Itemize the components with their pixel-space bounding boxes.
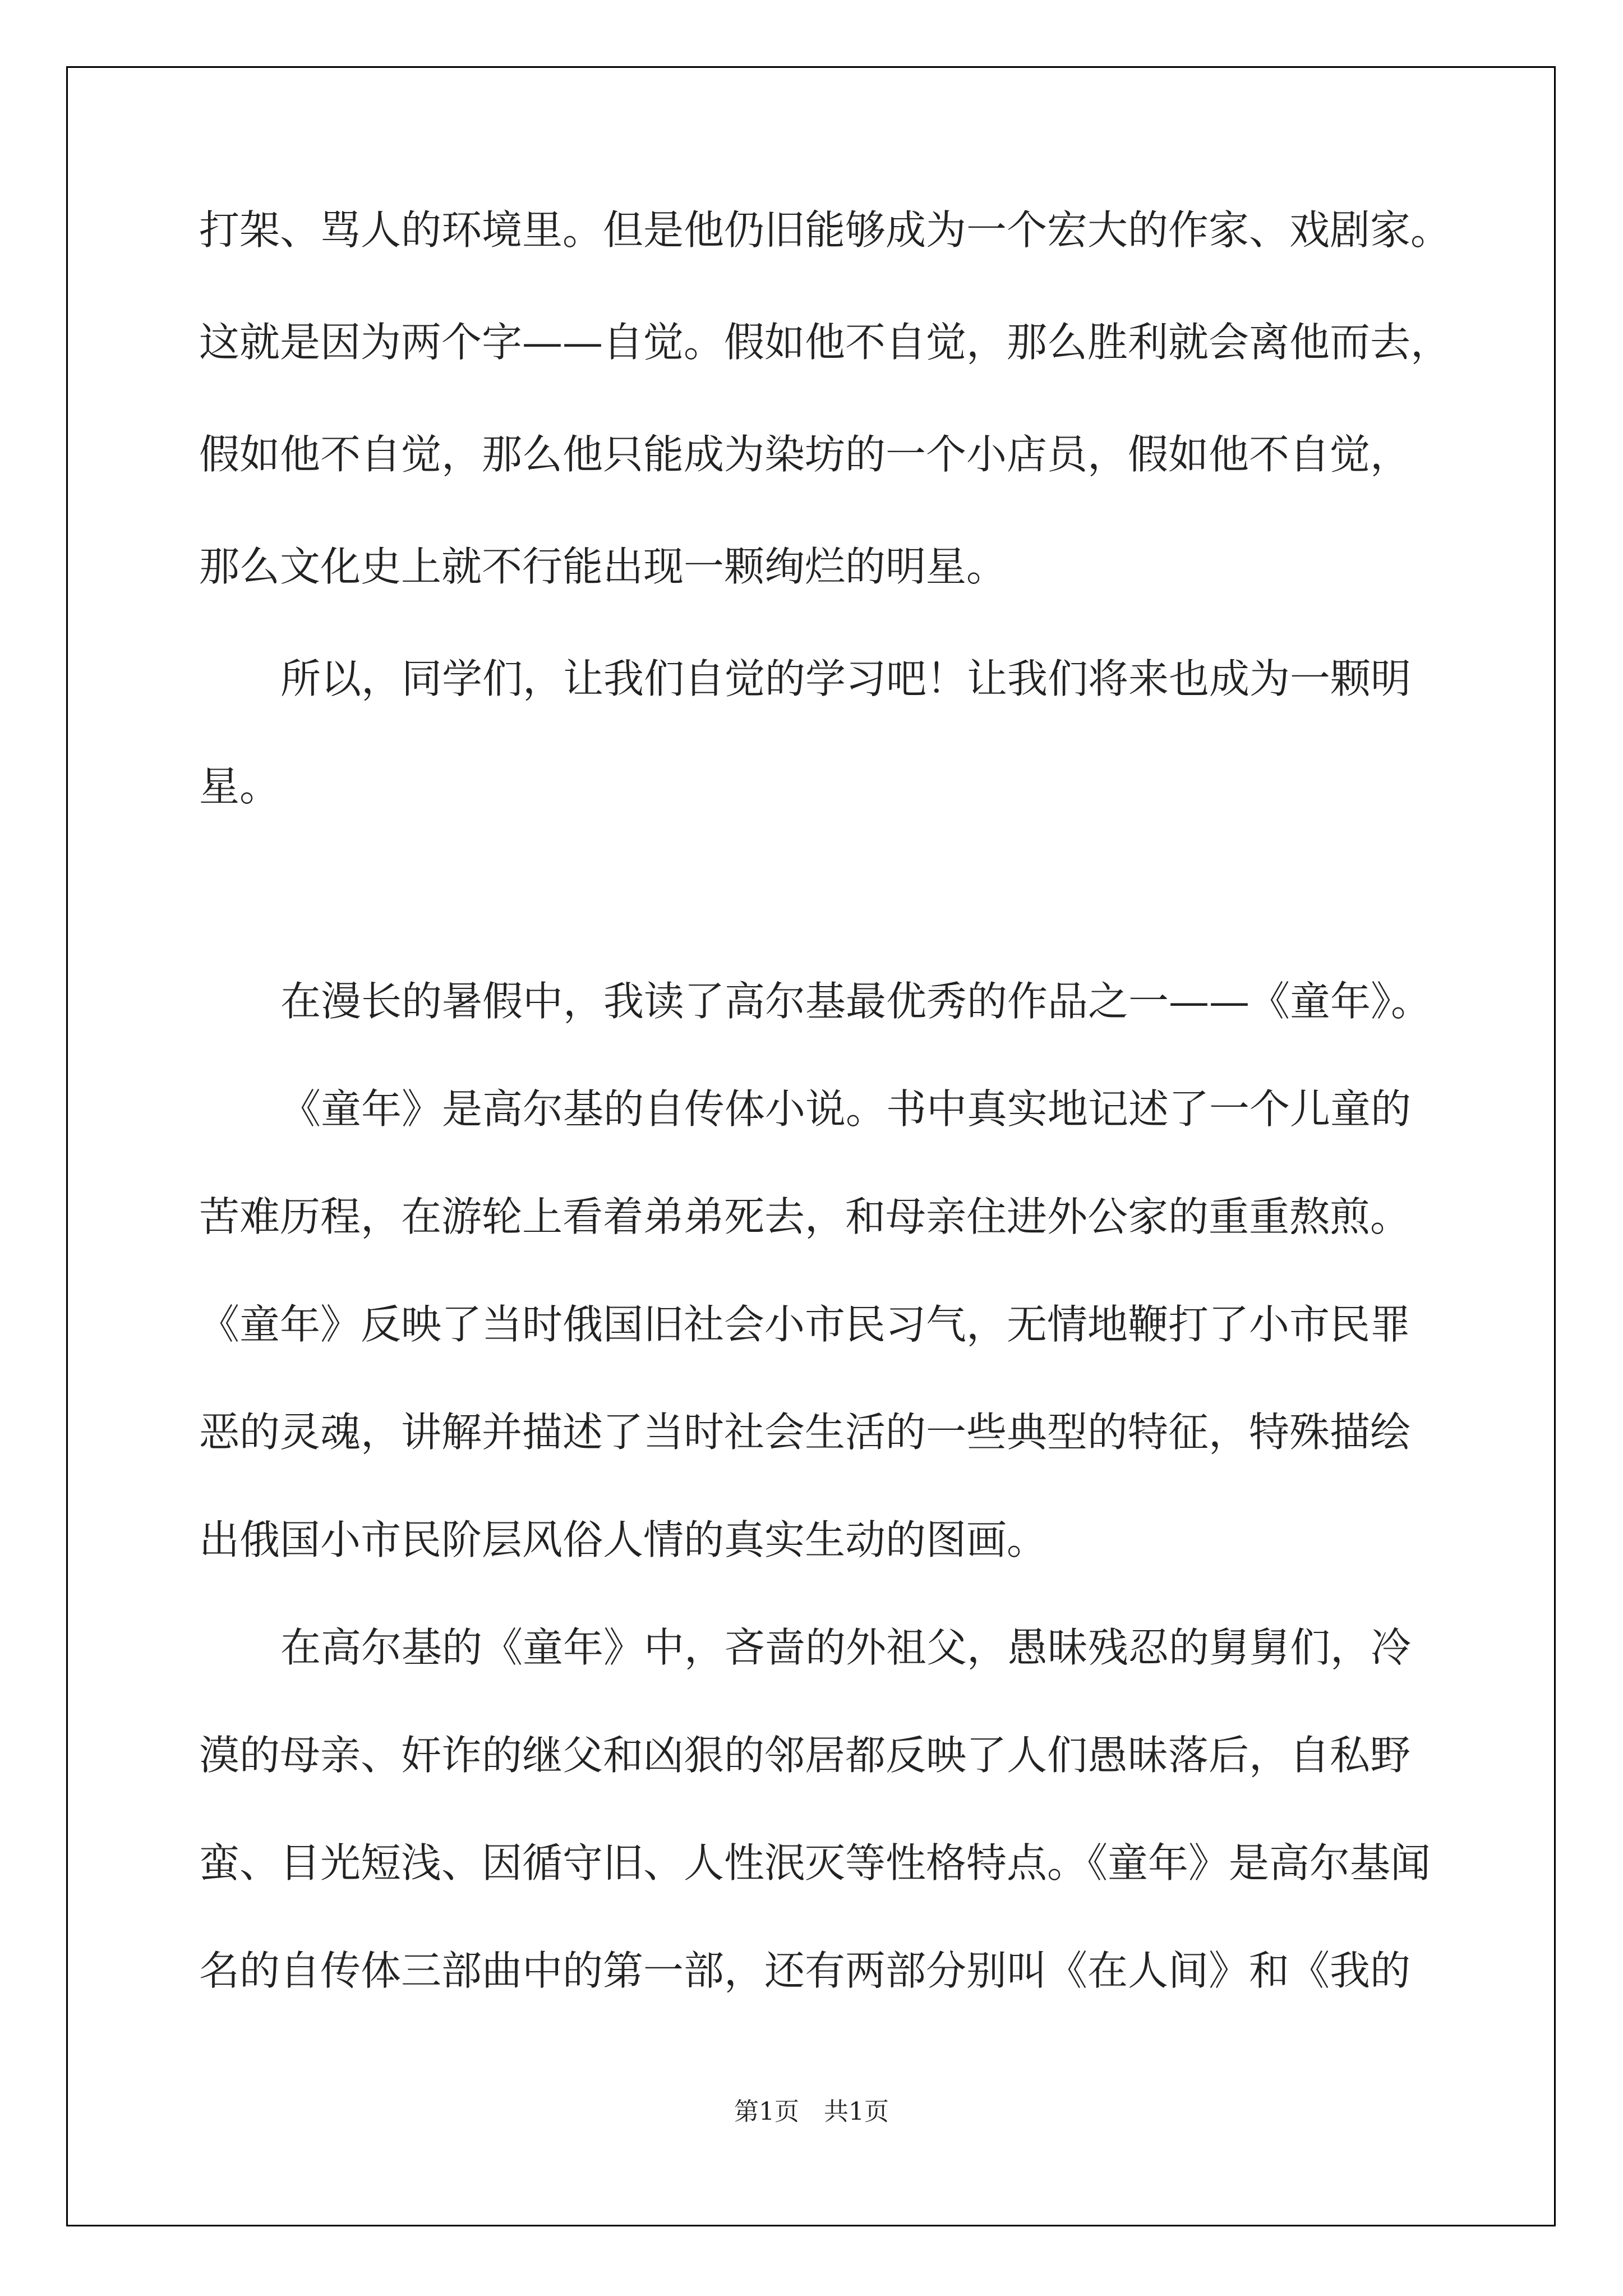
page-number-footer: 第1页 共1页 <box>734 2097 889 2126</box>
text-line: 蛮、目光短浅、因循守旧、人性泯灭等性格特点。《童年》是高尔基闻 <box>199 1839 1431 1887</box>
text-line: 漠的母亲、奸诈的继父和凶狠的邻居都反映了人们愚昧落后，自私野 <box>199 1732 1411 1779</box>
text-line: 苦难历程，在游轮上看着弟弟死去，和母亲住进外公家的重重熬煎。 <box>199 1193 1411 1240</box>
text-line: 《童年》反映了当时俄国旧社会小市民习气，无情地鞭打了小市民罪 <box>199 1301 1411 1348</box>
paragraph-start-line: 在高尔基的《童年》中，吝啬的外祖父，愚昧残忍的舅舅们，冷 <box>280 1624 1412 1671</box>
text-line: 假如他不自觉，那么他只能成为染坊的一个小店员，假如他不自觉， <box>199 431 1411 478</box>
text-line: 名的自传体三部曲中的第一部，还有两部分别叫《在人间》和《我的 <box>199 1947 1411 1994</box>
text-line: 星。 <box>199 763 280 810</box>
text-line: 那么文化史上就不行能出现一颗绚烂的明星。 <box>199 543 1007 590</box>
text-line: 这就是因为两个字——自觉。假如他不自觉，那么胜利就会离他而去， <box>199 319 1451 366</box>
text-line: 恶的灵魂，讲解并描述了当时社会生活的一些典型的特征，特殊描绘 <box>199 1409 1411 1456</box>
paragraph-start-line: 在漫长的暑假中，我读了高尔基最优秀的作品之一——《童年》。 <box>280 978 1432 1025</box>
paragraph-start-line: 《童年》是高尔基的自传体小说。书中真实地记述了一个儿童的 <box>280 1085 1412 1133</box>
paragraph-start-line: 所以，同学们，让我们自觉的学习吧！让我们将来也成为一颗明 <box>280 655 1412 702</box>
text-line: 打架、骂人的环境里。但是他仍旧能够成为一个宏大的作家、戏剧家。 <box>199 206 1451 254</box>
text-line: 出俄国小市民阶层风俗人情的真实生动的图画。 <box>199 1516 1048 1563</box>
page-border <box>66 66 1556 2226</box>
